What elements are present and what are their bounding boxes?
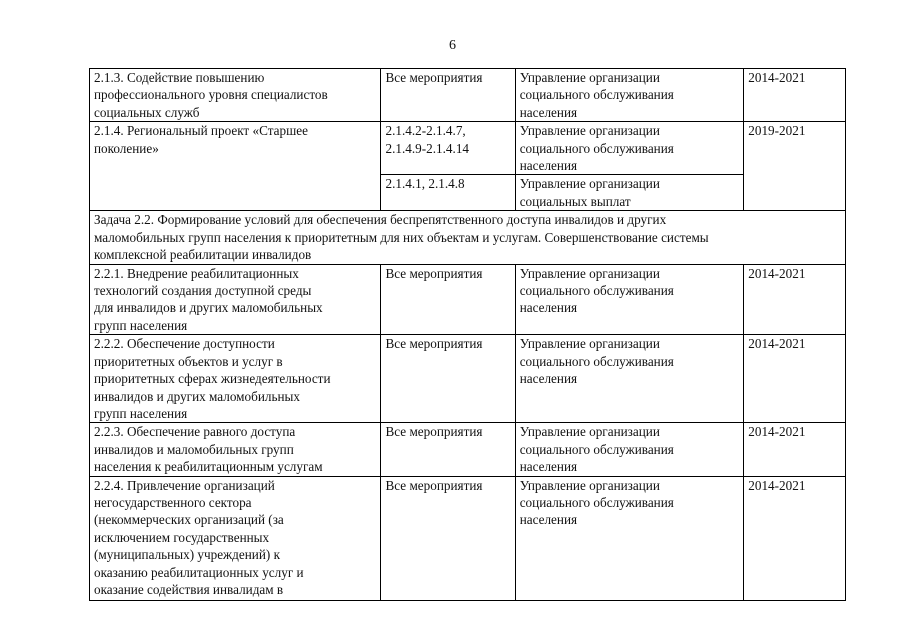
period-cell: 2014-2021 bbox=[744, 423, 846, 476]
period-cell: 2014-2021 bbox=[744, 264, 846, 335]
measures-cell: Все мероприятия bbox=[381, 335, 515, 423]
activity-cell: 2.2.1. Внедрение реабилитационных технологий создания доступной среды для инвалидов и других маломобильных групп населения bbox=[90, 264, 381, 335]
period-cell: 2014-2021 bbox=[744, 476, 846, 600]
table-row bbox=[90, 264, 846, 335]
activity-cell: 2.2.2. Обеспечение доступности приоритетных объектов и услуг в приоритетных сферах жизнедеятельности инвалидов и других маломобильных групп населения bbox=[90, 335, 381, 423]
measures-cell: 2.1.4.2-2.1.4.7, 2.1.4.9-2.1.4.14 bbox=[381, 122, 515, 175]
activity-cell: 2.2.3. Обеспечение равного доступа инвалидов и маломобильных групп населения к реабилитационным услугам bbox=[90, 423, 381, 476]
executor-cell: Управление организации социального обслуживания населения bbox=[515, 476, 744, 600]
task-cell: Задача 2.2. Формирование условий для обеспечения беспрепятственного доступа инвалидов и других маломобильных групп населения к приоритетным для них объектам и услугам. Совершенствование системы комплексной реабилитации инвалидов bbox=[90, 211, 846, 264]
period-cell: 2014-2021 bbox=[744, 335, 846, 423]
executor-cell: Управление организации социального обслуживания населения bbox=[515, 122, 744, 175]
measures-cell: Все мероприятия bbox=[381, 476, 515, 600]
executor-cell: Управление организации социального обслуживания населения bbox=[515, 423, 744, 476]
table-row bbox=[90, 69, 846, 122]
table-row bbox=[90, 335, 846, 423]
measures-cell: Все мероприятия bbox=[381, 423, 515, 476]
activity-cell: 2.1.3. Содействие повышению профессионального уровня специалистов социальных служб bbox=[90, 69, 381, 122]
executor-cell: Управление организации социальных выплат bbox=[515, 175, 744, 211]
period-cell: 2014-2021 bbox=[744, 69, 846, 122]
program-table bbox=[89, 68, 846, 601]
period-cell: 2019-2021 bbox=[744, 122, 846, 211]
table-row bbox=[90, 122, 846, 175]
executor-cell: Управление организации социального обслуживания населения bbox=[515, 69, 744, 122]
executor-cell: Управление организации социального обслуживания населения bbox=[515, 335, 744, 423]
activity-cell: 2.1.4. Региональный проект «Старшее поколение» bbox=[90, 122, 381, 211]
activity-cell: 2.2.4. Привлечение организаций негосударственного сектора (некоммерческих организаций (за исключением государственных (муниципальных) учреждений) к оказанию реабилитационных услуг и оказание содействия инвалидам в bbox=[90, 476, 381, 600]
table-row bbox=[90, 423, 846, 476]
table-row bbox=[90, 476, 846, 600]
measures-cell: 2.1.4.1, 2.1.4.8 bbox=[381, 175, 515, 211]
task-row bbox=[90, 211, 846, 264]
page-number: 6 bbox=[449, 38, 456, 53]
executor-cell: Управление организации социального обслуживания населения bbox=[515, 264, 744, 335]
measures-cell: Все мероприятия bbox=[381, 69, 515, 122]
measures-cell: Все мероприятия bbox=[381, 264, 515, 335]
